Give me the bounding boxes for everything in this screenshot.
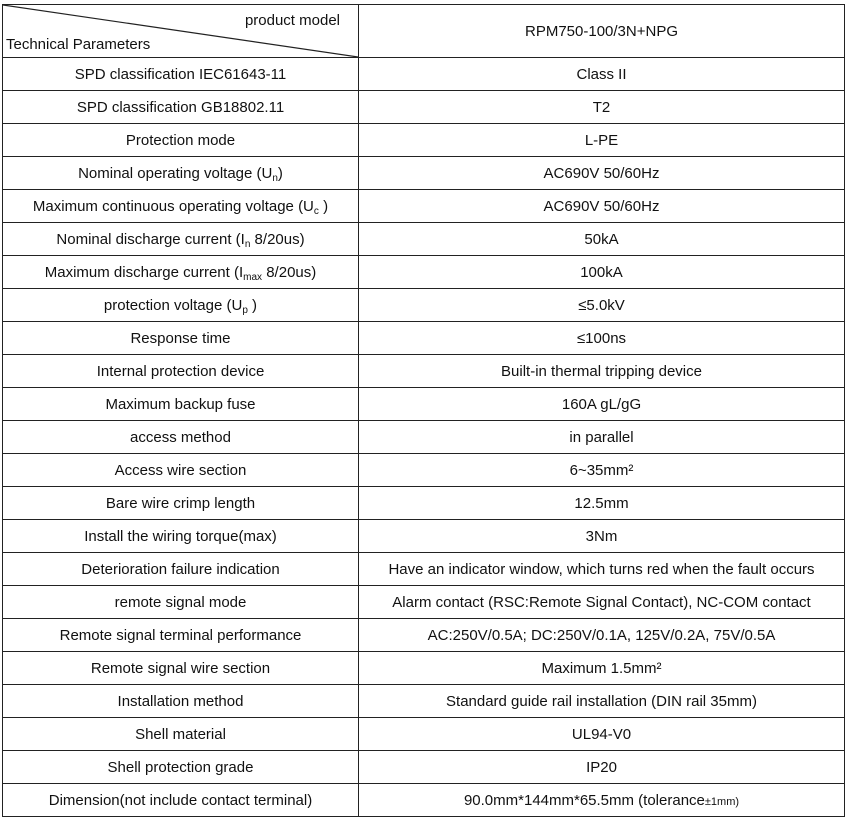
param-subscript: max: [243, 271, 263, 283]
value-cell: Standard guide rail installation (DIN rail 35mm): [359, 685, 845, 718]
table-row: [3, 289, 845, 322]
param-subscript: p: [242, 304, 248, 316]
value-tolerance: ±1mm): [704, 795, 740, 808]
table-row: [3, 454, 845, 487]
table-row: [3, 91, 845, 124]
param-cell: Protection mode: [3, 124, 359, 157]
header-model-value: RPM750-100/3N+NPG: [359, 5, 845, 58]
param-cell: SPD classification GB18802.11: [3, 91, 359, 124]
param-cell: Shell material: [3, 718, 359, 751]
param-cell: Internal protection device: [3, 355, 359, 388]
param-text: protection voltage (U: [103, 296, 243, 314]
header-diagonal-cell: [3, 5, 359, 58]
value-cell: T2: [359, 91, 845, 124]
table-row: [3, 487, 845, 520]
param-cell: SPD classification IEC61643-11: [3, 58, 359, 91]
param-text-end: ): [247, 296, 258, 314]
value-cell: UL94-V0: [359, 718, 845, 751]
value-cell: L-PE: [359, 124, 845, 157]
table-row: [3, 553, 845, 586]
table-row: [3, 322, 845, 355]
param-cell: Access wire section: [3, 454, 359, 487]
param-subscript: c: [313, 205, 319, 217]
table-row: [3, 58, 845, 91]
value-cell: AC:250V/0.5A; DC:250V/0.1A, 125V/0.2A, 75V/0.5A: [359, 619, 845, 652]
param-cell: Response time: [3, 322, 359, 355]
value-cell: Have an indicator window, which turns red when the fault occurs: [359, 553, 845, 586]
param-cell: [3, 289, 359, 322]
table-row: [3, 652, 845, 685]
value-cell: AC690V 50/60Hz: [359, 190, 845, 223]
table-row: [3, 520, 845, 553]
param-cell: Installation method: [3, 685, 359, 718]
value-cell: ≤5.0kV: [359, 289, 845, 322]
table-row: [3, 619, 845, 652]
table-row: [3, 751, 845, 784]
table-row: [3, 388, 845, 421]
table-row: [3, 784, 845, 817]
value-cell: [359, 784, 845, 817]
value-cell: Alarm contact (RSC:Remote Signal Contact), NC-COM contact: [359, 586, 845, 619]
param-cell: Bare wire crimp length: [3, 487, 359, 520]
value-cell: ≤100ns: [359, 322, 845, 355]
value-cell: Class II: [359, 58, 845, 91]
value-cell: 12.5mm: [359, 487, 845, 520]
param-text: Maximum discharge current (I: [44, 263, 244, 281]
param-cell: [3, 223, 359, 256]
param-cell: Remote signal wire section: [3, 652, 359, 685]
table-row: [3, 190, 845, 223]
header-product-model-label: product model: [244, 12, 340, 29]
value-cell: Maximum 1.5mm²: [359, 652, 845, 685]
value-cell: 50kA: [359, 223, 845, 256]
param-subscript: n: [244, 238, 251, 250]
param-text-end: ): [277, 164, 283, 182]
value-cell: 160A gL/gG: [359, 388, 845, 421]
param-text: Nominal operating voltage (U: [78, 164, 273, 182]
header-technical-parameters-label: Technical Parameters: [6, 36, 151, 53]
value-cell: 100kA: [359, 256, 845, 289]
value-text: 90.0mm*144mm*65.5mm (tolerance: [463, 791, 705, 809]
param-cell: Shell protection grade: [3, 751, 359, 784]
param-text: Maximum continuous operating voltage (U: [32, 197, 314, 215]
header-row: [3, 5, 845, 58]
param-subscript: n: [272, 172, 278, 184]
value-cell: in parallel: [359, 421, 845, 454]
param-cell: [3, 256, 359, 289]
value-cell: IP20: [359, 751, 845, 784]
table-row: [3, 124, 845, 157]
value-cell: 6~35mm²: [359, 454, 845, 487]
param-cell: Install the wiring torque(max): [3, 520, 359, 553]
table-row: [3, 421, 845, 454]
table-row: [3, 685, 845, 718]
param-text-end: 8/20us): [262, 263, 317, 281]
table-row: [3, 223, 845, 256]
spec-table: [2, 4, 845, 817]
value-cell: Built-in thermal tripping device: [359, 355, 845, 388]
param-cell: access method: [3, 421, 359, 454]
table-row: [3, 586, 845, 619]
table-row: [3, 256, 845, 289]
param-text-end: 8/20us): [250, 230, 305, 248]
param-cell: Deterioration failure indication: [3, 553, 359, 586]
table-row: [3, 355, 845, 388]
param-cell: Remote signal terminal performance: [3, 619, 359, 652]
param-cell: Maximum backup fuse: [3, 388, 359, 421]
param-cell: [3, 190, 359, 223]
param-text-end: ): [318, 197, 329, 215]
param-cell: Dimension(not include contact terminal): [3, 784, 359, 817]
table-row: [3, 718, 845, 751]
value-cell: 3Nm: [359, 520, 845, 553]
param-cell: remote signal mode: [3, 586, 359, 619]
param-text: Nominal discharge current (I: [56, 230, 245, 248]
table-row: [3, 157, 845, 190]
value-cell: AC690V 50/60Hz: [359, 157, 845, 190]
param-cell: [3, 157, 359, 190]
